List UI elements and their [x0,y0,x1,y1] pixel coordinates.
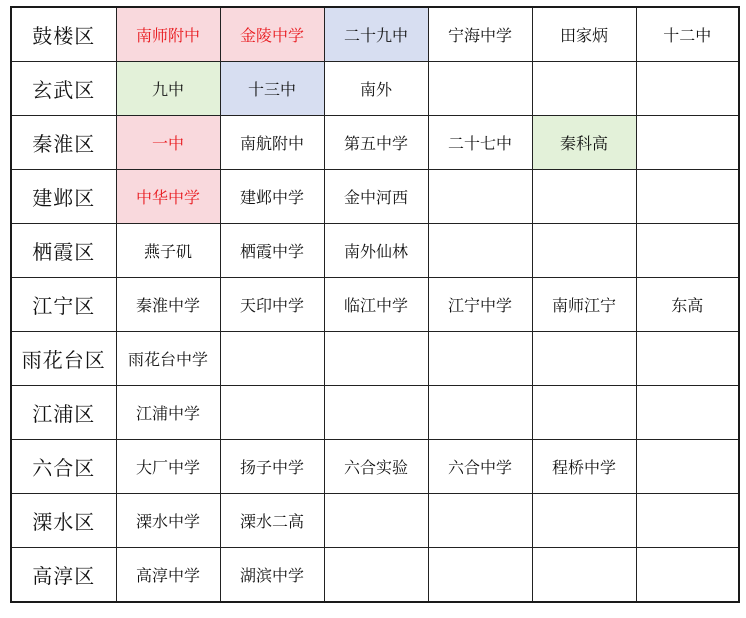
empty-cell [532,170,636,224]
district-label: 溧水区 [11,494,116,548]
empty-cell [636,548,739,603]
district-label: 六合区 [11,440,116,494]
empty-cell [428,494,532,548]
school-cell: 程桥中学 [532,440,636,494]
school-cell: 金陵中学 [220,7,324,62]
table-row [11,440,739,494]
school-cell: 溧水二高 [220,494,324,548]
empty-cell [532,386,636,440]
school-cell: 一中 [116,116,220,170]
district-label: 高淳区 [11,548,116,603]
table-row [11,170,739,224]
table-row [11,332,739,386]
table-row [11,278,739,332]
school-district-table [10,6,740,603]
district-label: 雨花台区 [11,332,116,386]
school-cell: 雨花台中学 [116,332,220,386]
school-cell: 十二中 [636,7,739,62]
school-cell: 六合中学 [428,440,532,494]
school-cell: 东高 [636,278,739,332]
empty-cell [636,116,739,170]
school-cell: 燕子矶 [116,224,220,278]
empty-cell [324,332,428,386]
table-row [11,116,739,170]
school-cell: 高淳中学 [116,548,220,603]
empty-cell [532,224,636,278]
school-cell: 大厂中学 [116,440,220,494]
school-cell: 南外 [324,62,428,116]
table-row [11,62,739,116]
empty-cell [428,548,532,603]
empty-cell [532,332,636,386]
school-cell: 秦科高 [532,116,636,170]
school-cell: 十三中 [220,62,324,116]
school-cell: 宁海中学 [428,7,532,62]
table-row [11,224,739,278]
empty-cell [532,494,636,548]
empty-cell [428,332,532,386]
table-row [11,494,739,548]
district-label: 玄武区 [11,62,116,116]
empty-cell [532,548,636,603]
empty-cell [636,440,739,494]
school-cell: 二十七中 [428,116,532,170]
table-row [11,386,739,440]
district-label: 江宁区 [11,278,116,332]
school-cell: 南师附中 [116,7,220,62]
empty-cell [532,62,636,116]
empty-cell [428,170,532,224]
empty-cell [636,62,739,116]
school-cell: 六合实验 [324,440,428,494]
empty-cell [636,170,739,224]
empty-cell [636,224,739,278]
school-cell: 九中 [116,62,220,116]
school-cell: 中华中学 [116,170,220,224]
school-cell: 湖滨中学 [220,548,324,603]
school-cell: 建邺中学 [220,170,324,224]
empty-cell [636,332,739,386]
school-cell: 溧水中学 [116,494,220,548]
empty-cell [220,386,324,440]
district-label: 建邺区 [11,170,116,224]
empty-cell [324,548,428,603]
empty-cell [428,62,532,116]
empty-cell [428,224,532,278]
school-cell: 栖霞中学 [220,224,324,278]
empty-cell [428,386,532,440]
table-row [11,7,739,62]
school-cell: 秦淮中学 [116,278,220,332]
school-cell: 二十九中 [324,7,428,62]
school-cell: 南外仙林 [324,224,428,278]
empty-cell [220,332,324,386]
school-cell: 扬子中学 [220,440,324,494]
school-cell: 南航附中 [220,116,324,170]
school-cell: 江浦中学 [116,386,220,440]
school-cell: 江宁中学 [428,278,532,332]
district-label: 江浦区 [11,386,116,440]
district-label: 鼓楼区 [11,7,116,62]
school-cell: 临江中学 [324,278,428,332]
empty-cell [324,494,428,548]
school-cell: 金中河西 [324,170,428,224]
table-row [11,548,739,603]
table-body [11,7,739,602]
school-cell: 天印中学 [220,278,324,332]
school-cell: 田家炳 [532,7,636,62]
empty-cell [324,386,428,440]
school-cell: 南师江宁 [532,278,636,332]
district-label: 栖霞区 [11,224,116,278]
district-label: 秦淮区 [11,116,116,170]
school-cell: 第五中学 [324,116,428,170]
empty-cell [636,386,739,440]
empty-cell [636,494,739,548]
